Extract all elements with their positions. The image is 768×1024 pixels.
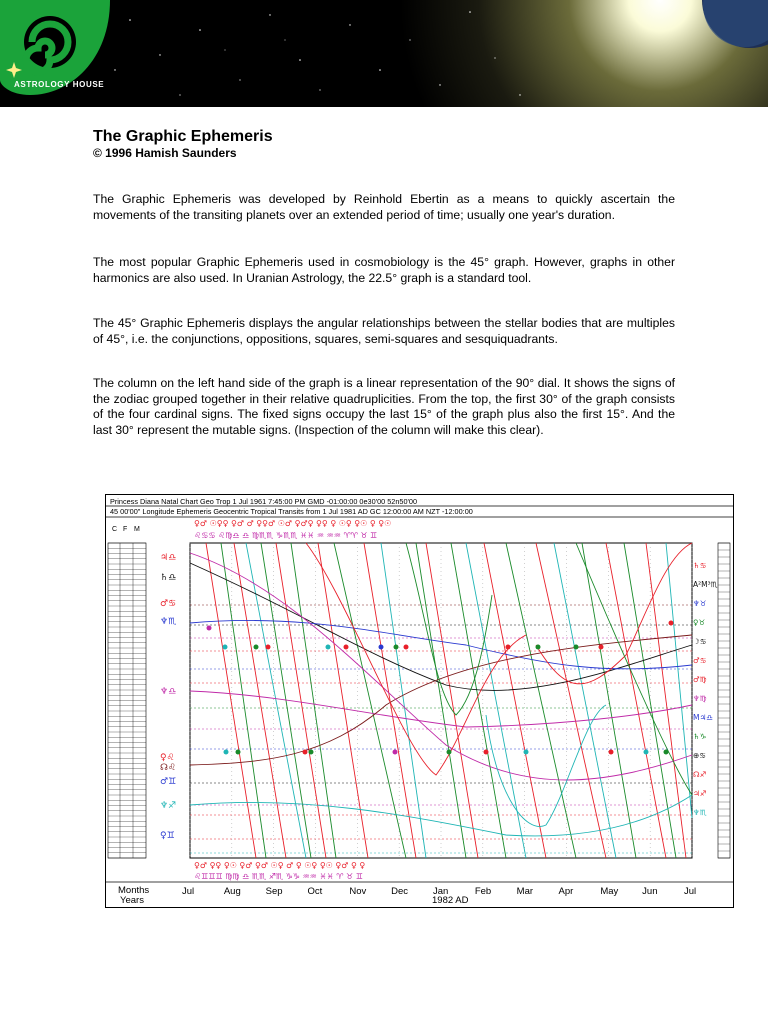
month-label: Dec: [391, 886, 409, 897]
paragraph-45-degree: The 45° Graphic Ephemeris displays the angular relationships between the stellar bodies that are multiples of 45°, i.e. the conjunctions, oppositions, squares, semi-squares and sesquiquadrants.: [93, 316, 675, 346]
bottom-planet-glyphs: ♀♂ ♀♀ ♀☉ ♀♂ ♀♂ ☉♀ ♂ ♀ ☉♀ ♀☉ ♀♂ ♀ ♀: [194, 861, 366, 870]
station-dot: [236, 750, 241, 755]
station-dot: [266, 645, 271, 650]
figure-header-line2: 45 00'00" Longitude Ephemeris Geocentric Tropical Transits from 1 Jul 1981 AD GC 12:00:00 AM NZT -12:00:00: [110, 507, 473, 516]
years-label: Years: [120, 895, 144, 906]
planet-curve: [406, 543, 492, 715]
col-label-m: M: [134, 526, 140, 533]
station-dot: [404, 645, 409, 650]
right-planet-glyph: ♀♉: [693, 618, 706, 627]
planet-curve: [190, 691, 692, 727]
left-planet-glyph: ♀♌: [160, 753, 175, 763]
month-label: May: [600, 886, 619, 897]
transit-line: [261, 543, 311, 858]
station-dot: [484, 750, 489, 755]
month-label: Oct: [307, 886, 323, 897]
paragraph-intro: The Graphic Ephemeris was developed by Reinhold Ebertin as a means to quickly ascertain the movements of the transiting planets over an extended period of time; usually one year's duration.: [93, 192, 675, 222]
transit-line: [582, 543, 636, 858]
transit-line: [276, 543, 326, 858]
station-dot: [524, 750, 529, 755]
planet-curve: [536, 543, 692, 684]
top-sign-glyphs: ♌♋♋ ♌♍♎ ♎ ♍♏♏ ♑♏♏ ♓♓ ♒ ♒♒ ♈♈ ♉ ♊: [194, 531, 378, 540]
transit-line: [318, 543, 368, 858]
months-label: Months: [118, 885, 150, 896]
right-planet-glyph: ♃♐: [693, 789, 707, 798]
paragraph-column: The column on the left hand side of the graph is a linear representation of the 90° dial. It shows the signs of the zodiac grouped together in their relative quadruplicities. From the top, the first 30° of the graph consists of the four cardinal signs. The fixed signs occupy the last 15° of the graph plus also the first 15°. And the last 30° represent the mutable signs. (Inspection of the column will make this clear).: [93, 376, 675, 437]
header-banner: [0, 0, 768, 107]
left-planet-glyph: ♆♏: [160, 617, 177, 627]
right-planet-glyph: ♆♉: [693, 599, 707, 608]
bottom-sign-glyphs: ♌♊♊♊ ♍♍ ♎ ♏♏ ♐♏ ♑♑ ♒♒ ♓♓ ♈ ♉ ♊: [194, 872, 363, 881]
article-author: © 1996 Hamish Saunders: [93, 146, 237, 160]
right-planet-glyph: ♆♍: [693, 694, 707, 703]
station-dot: [609, 750, 614, 755]
station-dot: [536, 645, 541, 650]
month-label: Sep: [265, 886, 283, 897]
transit-line: [246, 543, 306, 858]
transit-line: [451, 543, 506, 858]
right-planet-glyph: ☽♋: [693, 637, 707, 646]
transit-line: [426, 543, 478, 858]
left-planet-glyph: ♃♎: [160, 553, 177, 563]
transit-line: [381, 543, 426, 858]
right-planet-glyph: A²M³♏: [693, 580, 718, 589]
col-label-f: F: [123, 526, 128, 533]
transit-line: [554, 543, 616, 858]
ephemeris-plot: [106, 495, 733, 907]
right-planet-glyph: ♄♑: [693, 732, 707, 741]
article-title: The Graphic Ephemeris: [93, 128, 273, 145]
station-dot: [326, 645, 331, 650]
station-dot: [669, 621, 674, 626]
transit-line: [484, 543, 546, 858]
transit-line: [624, 543, 676, 858]
col-label-c: C: [112, 526, 118, 533]
station-dot: [224, 750, 229, 755]
right-planet-glyph: ♄♋: [693, 561, 707, 570]
month-label: Apr: [558, 886, 574, 897]
space-banner-image: [0, 0, 768, 107]
station-dot: [664, 750, 669, 755]
transit-line: [646, 543, 686, 858]
year-value: 1982 AD: [432, 895, 469, 906]
transit-line: [606, 543, 666, 858]
month-label: Jul: [684, 886, 697, 897]
right-planet-glyph: ♂♋: [693, 656, 707, 665]
station-dot: [394, 645, 399, 650]
brand-name: ASTROLOGY HOUSE: [14, 80, 105, 89]
right-planet-glyph: ♆♏: [693, 808, 707, 817]
station-dot: [644, 750, 649, 755]
month-label: Jan: [433, 886, 449, 897]
month-label: Jun: [642, 886, 658, 897]
station-dot: [599, 645, 604, 650]
transit-line: [416, 543, 466, 858]
month-label: Mar: [516, 886, 534, 897]
station-dot: [344, 645, 349, 650]
station-dot: [379, 645, 384, 650]
station-dot: [309, 750, 314, 755]
station-dot: [207, 626, 212, 631]
planet-curve: [306, 543, 526, 775]
month-label: Jul: [182, 886, 195, 897]
left-planet-glyph: ♆♐: [160, 801, 177, 811]
station-dot: [393, 750, 398, 755]
right-planet-glyph: M♃♎: [693, 713, 713, 722]
figure-header-line1: Princess Diana Natal Chart Geo Trop 1 Jul 1961 7:45:00 PM GMD -01:00:00 0e30'00 52n50'00: [110, 497, 418, 506]
station-dot: [574, 645, 579, 650]
right-planet-glyph: ⊕♋: [693, 751, 707, 760]
transit-line: [221, 543, 266, 858]
paragraph-harmonics: The most popular Graphic Ephemeris used in cosmobiology is the 45° graph. However, graphs in other harmonics are also used. In Uranian Astrology, the 22.5° graph is a standard tool.: [93, 255, 675, 285]
station-dot: [447, 750, 452, 755]
right-planet-glyph: ♂♍: [693, 675, 707, 684]
station-dot: [303, 750, 308, 755]
left-planet-glyph: ♂♊: [160, 777, 177, 787]
month-label: Nov: [349, 886, 367, 897]
station-dot: [506, 645, 511, 650]
transit-line: [666, 543, 692, 818]
article: [93, 127, 675, 437]
right-planet-glyph: ☊♐: [693, 770, 707, 779]
left-planet-glyph: ♄♎: [160, 573, 177, 583]
transit-line: [234, 543, 286, 858]
month-label: Feb: [474, 886, 492, 897]
transit-line: [291, 543, 336, 858]
top-planet-glyphs: ♀♂ ☉♀♀ ♀♂ ♂ ♀♀♂ ☉♂ ♀♂♀ ♀♀ ♀ ☉♀ ♀☉ ♀ ♀☉: [194, 519, 392, 528]
left-planet-glyph: ☊♌: [160, 763, 177, 773]
right-degree-column: [718, 543, 730, 858]
month-label: Aug: [223, 886, 241, 897]
left-planet-glyph: ♆♎: [160, 687, 177, 697]
station-dot: [223, 645, 228, 650]
station-dot: [254, 645, 259, 650]
graphic-ephemeris-figure: [105, 494, 734, 908]
left-planet-glyph: ♀♊: [160, 831, 175, 841]
left-planet-glyph: ♂♋: [160, 599, 177, 609]
